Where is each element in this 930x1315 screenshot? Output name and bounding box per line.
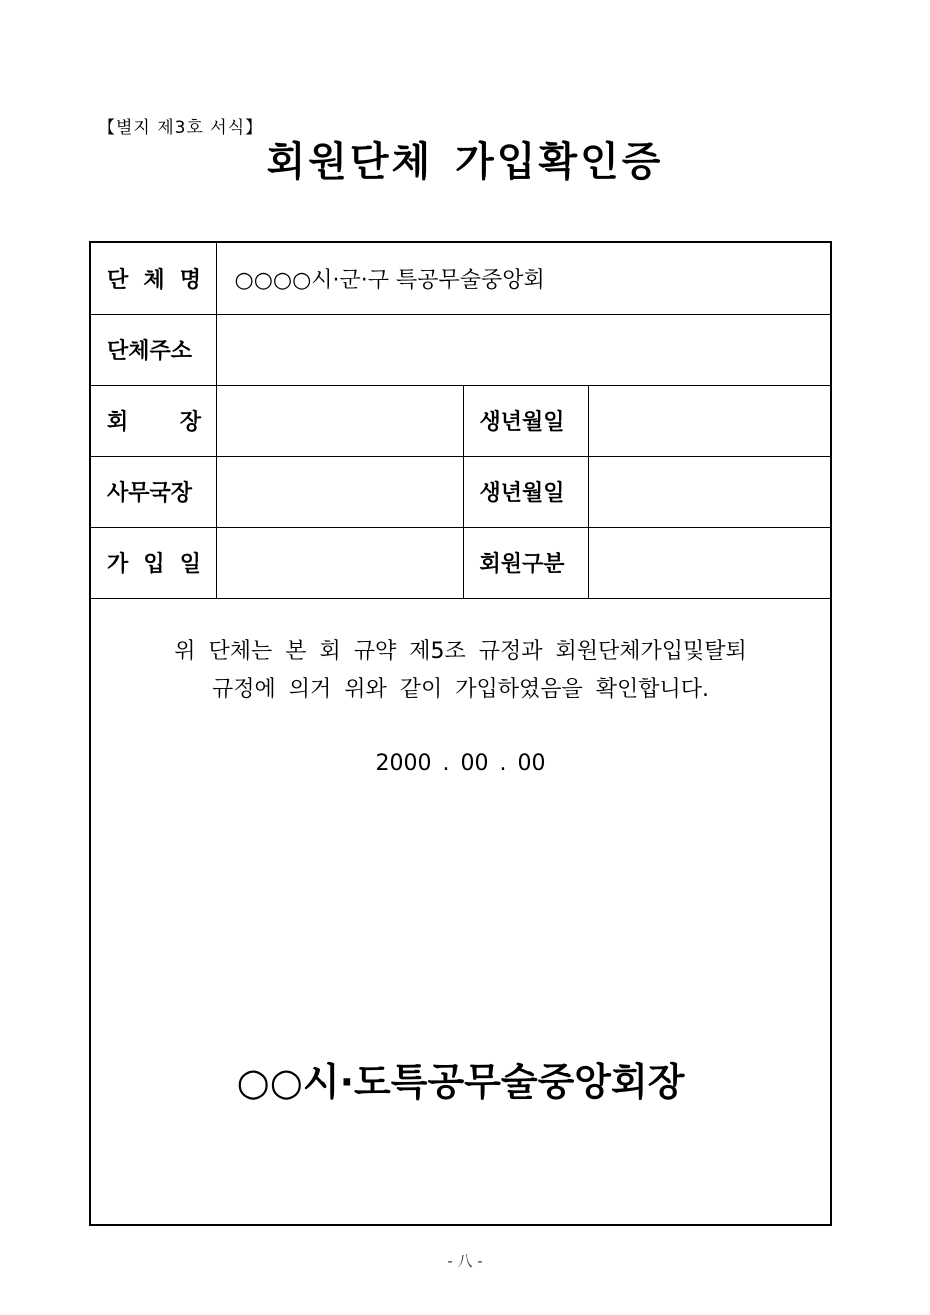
member-type-label: 회원구분 (463, 527, 588, 598)
statement-line-1: 위 단체는 본 회 규약 제5조 규정과 회원단체가입및탈퇴 (174, 639, 747, 664)
issuer-signature: ○○시·도특공무술중앙회장 (236, 1060, 685, 1104)
document-title (0, 130, 930, 187)
secretary-value[interactable] (216, 456, 463, 527)
form-label: 【별지 제3호 서식】 (98, 118, 264, 138)
org-name-label: 단 체 명 (91, 243, 216, 314)
join-date-label: 가 입 일 (91, 527, 216, 598)
org-name-value[interactable]: ○○○○시·군·구 특공무술중앙회 (216, 243, 830, 314)
statement-line-2: 규정에 의거 위와 같이 가입하였음을 확인합니다. (211, 677, 709, 702)
title-part-2: 가입확인증 (455, 139, 664, 185)
certificate-frame (89, 241, 832, 1226)
row-org-name (91, 243, 830, 314)
row-president (91, 385, 830, 456)
president-value[interactable] (216, 385, 463, 456)
row-join-date (91, 527, 830, 598)
secretary-label: 사무국장 (91, 456, 216, 527)
birth-value-2[interactable] (588, 456, 830, 527)
title-part-1: 회원단체 (266, 139, 434, 185)
page-number: - 八 - (447, 1252, 483, 1270)
birth-label-1: 생년월일 (463, 385, 588, 456)
row-org-address (91, 314, 830, 385)
birth-value-1[interactable] (588, 385, 830, 456)
member-type-value[interactable] (588, 527, 830, 598)
president-label: 회 장 (91, 385, 216, 456)
confirmation-statement (91, 633, 830, 709)
org-address-label: 단체주소 (91, 314, 216, 385)
org-address-value[interactable] (216, 314, 830, 385)
issue-date: 2000 . 00 . 00 (375, 751, 546, 776)
join-date-value[interactable] (216, 527, 463, 598)
info-table (91, 243, 830, 599)
row-secretary (91, 456, 830, 527)
birth-label-2: 생년월일 (463, 456, 588, 527)
